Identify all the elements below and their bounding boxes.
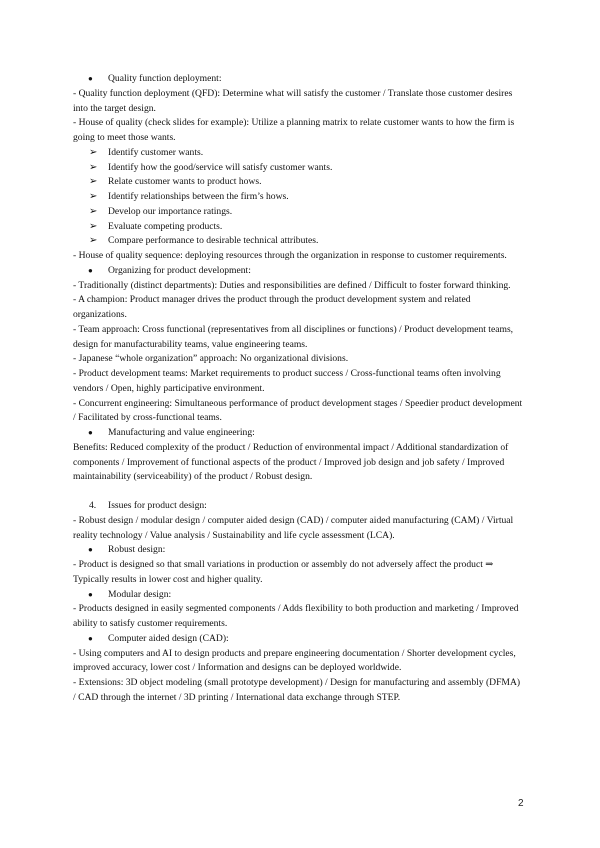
arrow-bullet-icon: ➢ xyxy=(89,205,98,217)
paragraph xyxy=(73,514,525,544)
arrow-list-item xyxy=(73,161,525,176)
paragraph-text: - A champion: Product manager drives the product through the product development system and related organizations. xyxy=(73,294,471,320)
arrow-bullet-icon: ➢ xyxy=(89,191,98,202)
bullet-icon: ● xyxy=(88,589,93,599)
bullet-heading xyxy=(73,426,525,441)
paragraph xyxy=(73,87,525,117)
numbered-heading xyxy=(73,499,525,514)
paragraph-text: - Product is designed so that small variations in production or assembly do not adversely affect the product ⇒ Typically results in lower cost and higher quality. xyxy=(73,559,494,585)
paragraph xyxy=(73,367,525,397)
bullet-text: Robust design: xyxy=(108,544,166,556)
paragraph xyxy=(73,558,525,588)
list-number: 4. xyxy=(89,500,97,511)
paragraph xyxy=(73,441,525,485)
arrow-list-item xyxy=(73,220,525,235)
arrow-bullet-icon: ➢ xyxy=(89,235,98,247)
paragraph-text: - Extensions: 3D object modeling (small prototype development) / Design for manufacturing and assembly (DFMA) / CAD through the internet / 3D printing / International data exchange through STEP. xyxy=(73,677,521,703)
arrow-item-text: Develop our importance ratings. xyxy=(108,205,233,217)
bullet-icon: ● xyxy=(88,428,93,437)
paragraph-text: - House of quality sequence: deploying resources through the organization in response to customer requirements. xyxy=(73,250,507,261)
paragraph-text: - Japanese “whole organization” approach: No organizational divisions. xyxy=(73,353,349,365)
paragraph-text: - Products designed in easily segmented components / Adds flexibility to both production and marketing / Improved ability to satisfy customer requirements. xyxy=(73,603,519,629)
bullet-text: Organizing for product development: xyxy=(108,264,251,276)
bullet-icon: ● xyxy=(88,633,93,643)
bullet-heading xyxy=(73,588,525,603)
paragraph-text: - House of quality (check slides for example): Utilize a planning matrix to relate customer wants to how the firm is going to meet those wants. xyxy=(73,117,515,143)
bullet-heading xyxy=(73,264,525,279)
section-gap xyxy=(73,485,525,499)
paragraph-text: - Robust design / modular design / computer aided design (CAD) / computer aided manufacturing (CAM) / Virtual reality technology / Value analysis / Sustainability and life cycle assessment (LCA). xyxy=(73,514,514,541)
arrow-bullet-icon: ➢ xyxy=(89,146,98,158)
paragraph-text: - Concurrent engineering: Simultaneous performance of product development stages / Speedier product development / Facilitated by cross-functional teams. xyxy=(73,397,523,424)
paragraph xyxy=(73,397,525,427)
arrow-item-text: Compare performance to desirable technical attributes. xyxy=(108,235,319,247)
arrow-list-item xyxy=(73,205,525,220)
paragraph-text: - Quality function deployment (QFD): Determine what will satisfy the customer / Translate those customer desires into the target design. xyxy=(73,87,513,114)
paragraph xyxy=(73,323,525,353)
arrow-item-text: Evaluate competing products. xyxy=(108,220,223,232)
bullet-text: Computer aided design (CAD): xyxy=(108,632,229,644)
paragraph-text: - Using computers and AI to design products and prepare engineering documentation / Shorter development cycles, improved accuracy, lower cost / Information and designs can be deployed worldwide. xyxy=(73,647,516,674)
bullet-icon: ● xyxy=(88,74,93,83)
bullet-text: Modular design: xyxy=(108,588,172,600)
numbered-heading-text: Issues for product design: xyxy=(108,500,207,511)
arrow-list-item xyxy=(73,146,525,161)
paragraph xyxy=(73,676,525,706)
bullet-text: Quality function deployment: xyxy=(108,73,222,84)
paragraph-text: Benefits: Reduced complexity of the product / Reduction of environmental impact / Additional standardization of components / Improvement of functional aspects of the product / Improved job design and job safety / Improved maintainability (serviceability) of the product / Robust design. xyxy=(73,441,509,483)
arrow-item-text: Identify how the good/service will satisfy customer wants. xyxy=(108,161,333,173)
arrow-bullet-icon: ➢ xyxy=(89,176,98,188)
bullet-heading xyxy=(73,72,525,87)
paragraph-text: - Product development teams: Market requirements to product success / Cross-functional teams often involving vendors / Open, highly participative environment. xyxy=(73,368,501,394)
paragraph xyxy=(73,279,525,294)
arrow-item-text: Identify relationships between the firm’s hows. xyxy=(108,191,289,202)
page-content xyxy=(73,72,525,706)
bullet-heading xyxy=(73,543,525,558)
bullet-text: Manufacturing and value engineering: xyxy=(108,427,255,438)
paragraph xyxy=(73,647,525,677)
arrow-bullet-icon: ➢ xyxy=(89,161,98,173)
arrow-list-item xyxy=(73,190,525,205)
paragraph-text: - Team approach: Cross functional (representatives from all disciplines or functions) / Product development teams, design for manufacturability teams, value engineering teams. xyxy=(73,323,514,350)
bullet-icon: ● xyxy=(88,265,93,275)
arrow-item-text: Identify customer wants. xyxy=(108,146,204,158)
bullet-heading xyxy=(73,632,525,647)
paragraph-text: - Traditionally (distinct departments): Duties and responsibilities are defined / Difficult to foster forward thinking. xyxy=(73,279,511,291)
arrow-list-item xyxy=(73,234,525,249)
page-number: 2 xyxy=(518,798,524,809)
paragraph xyxy=(73,352,525,367)
bullet-icon: ● xyxy=(88,545,93,555)
paragraph xyxy=(73,602,525,632)
arrow-item-text: Relate customer wants to product hows. xyxy=(108,176,262,188)
paragraph xyxy=(73,293,525,323)
paragraph xyxy=(73,116,525,146)
arrow-bullet-icon: ➢ xyxy=(89,220,98,232)
paragraph xyxy=(73,249,525,264)
arrow-list-item xyxy=(73,175,525,190)
